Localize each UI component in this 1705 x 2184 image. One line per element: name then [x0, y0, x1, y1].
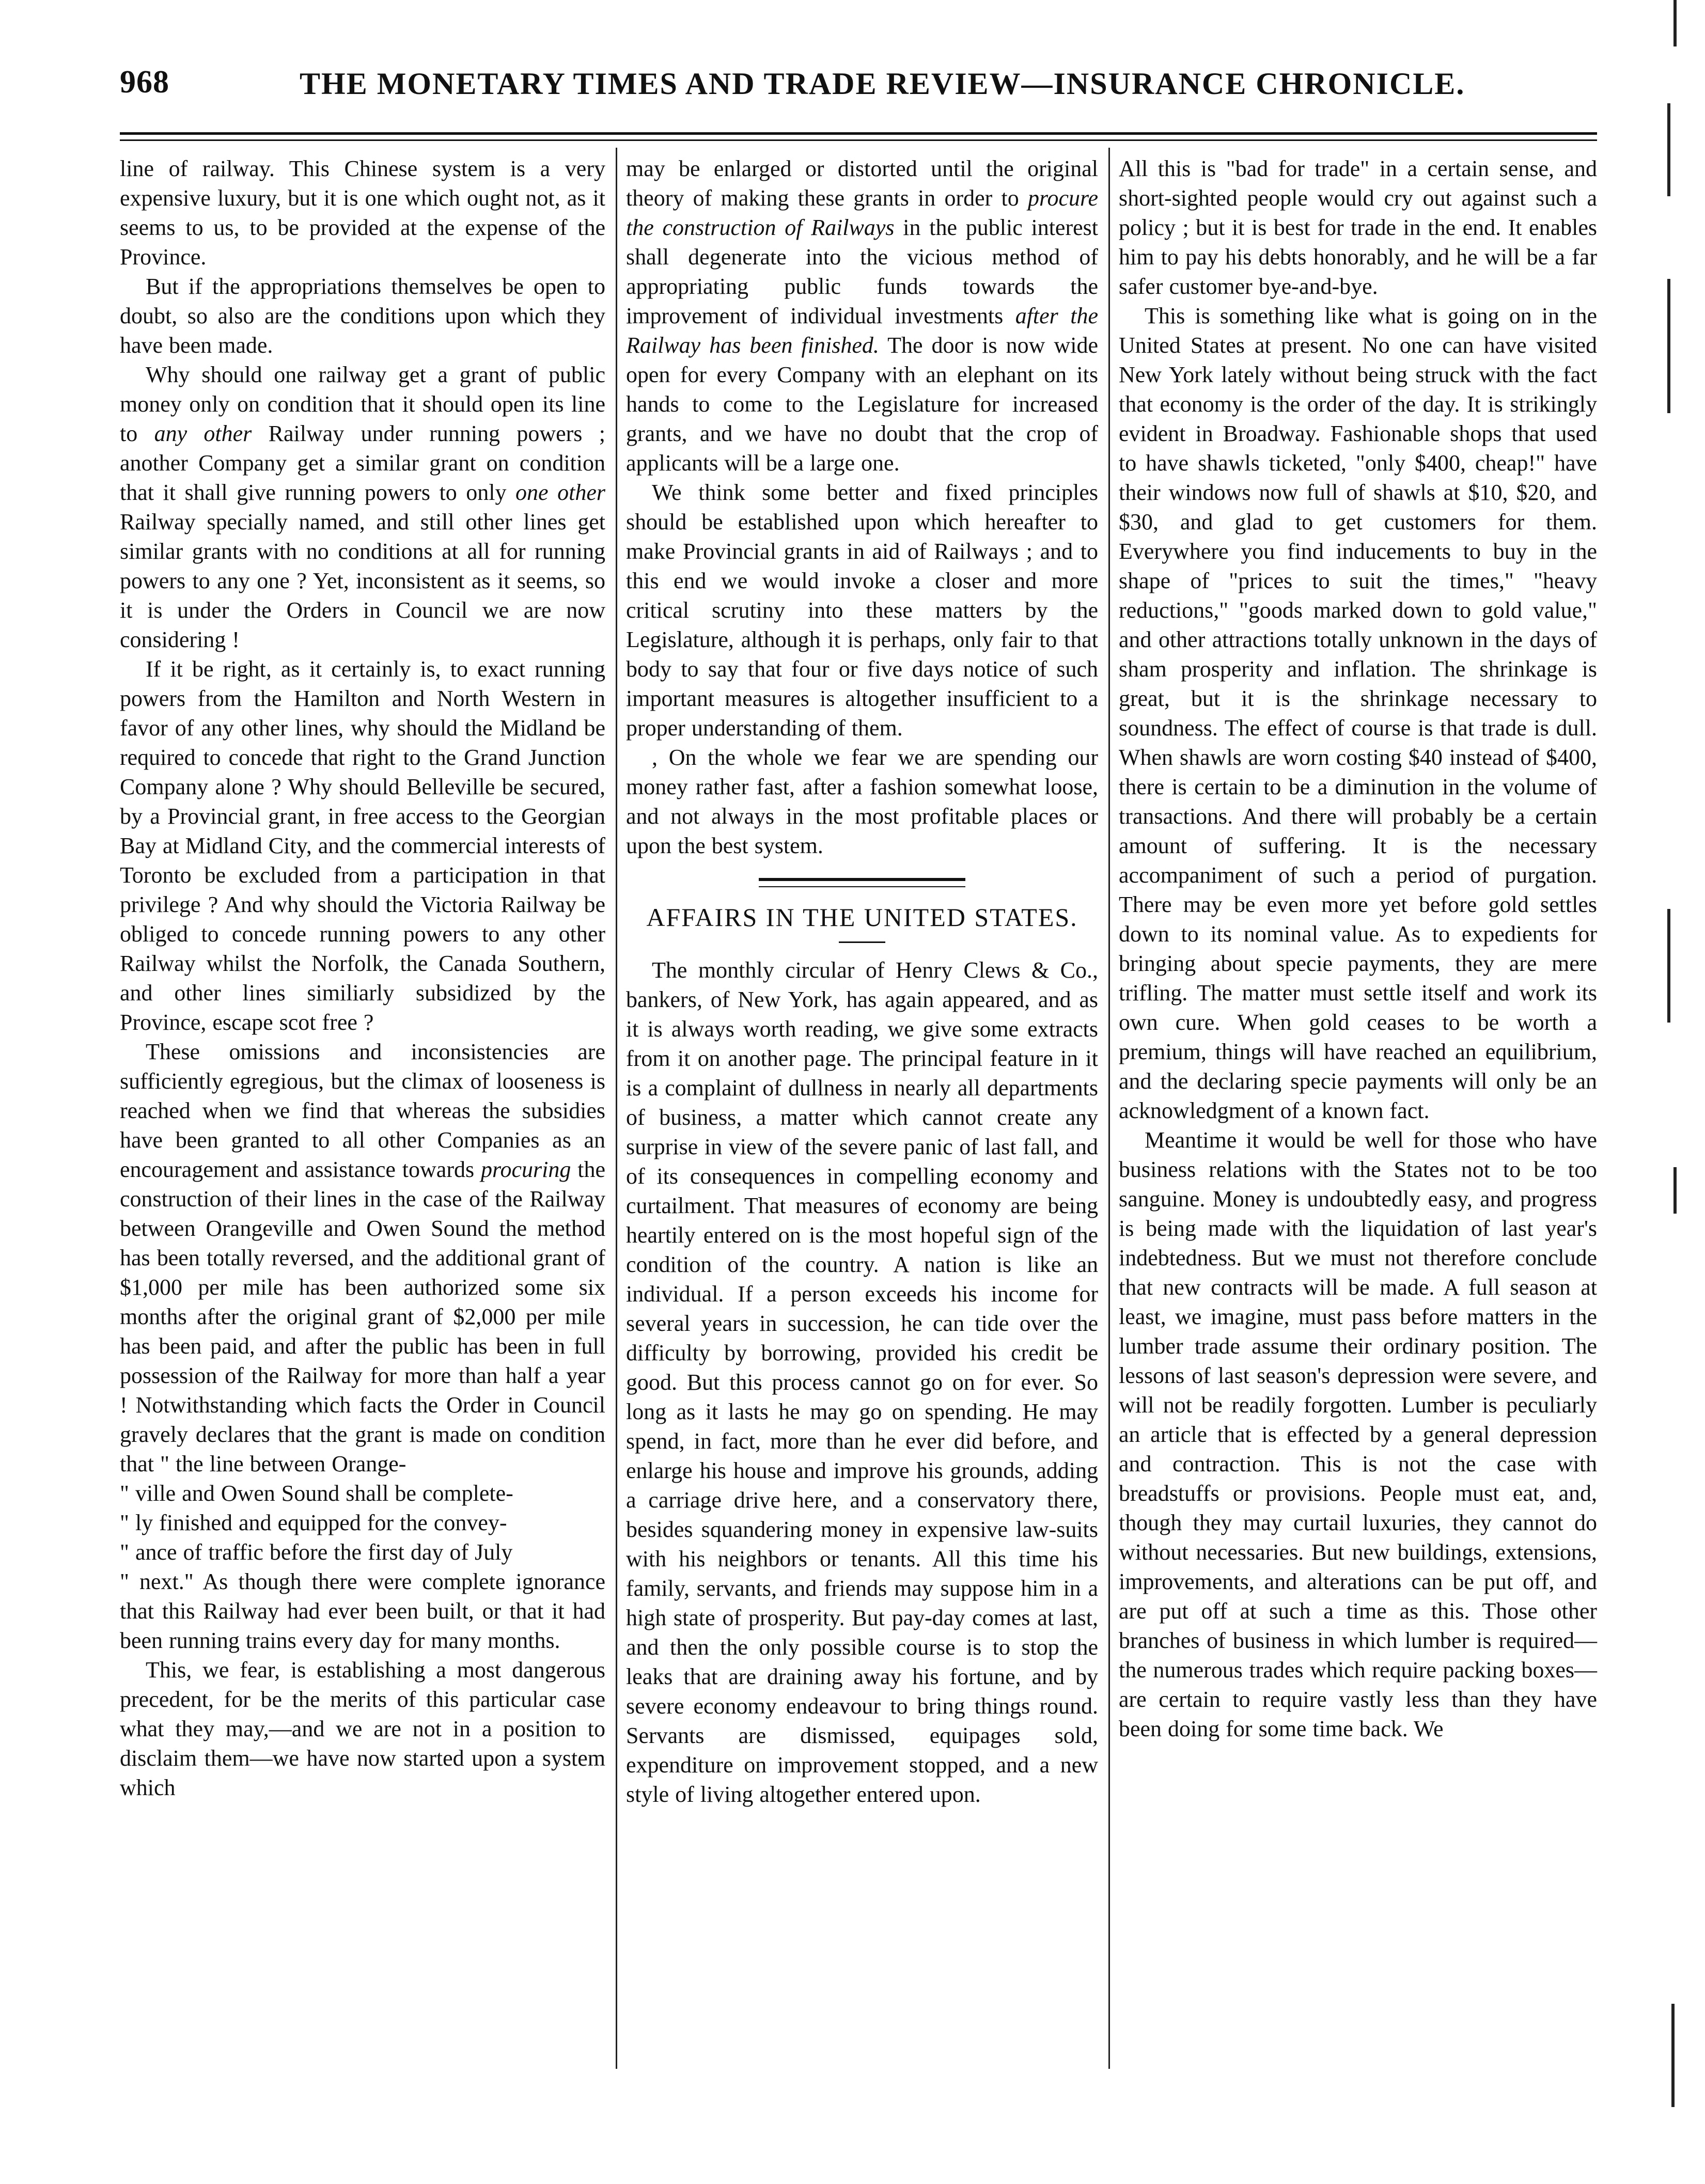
paragraph: This is something like what is going on in the United States at present. No one can have visited New York lately without being struck with the fact that economy is the order of the day. It is strikingly evident in Broadway. Fashionable shops that used to have shawls ticketed, "only $400, cheap!" have their windows now full of shawls at $10, $20, and $30, and glad to get customers for them. Everywhere you find inducements to buy in the shape of "prices to suit the times," "heavy reductions," "goods marked down to gold value," and other attractions totally unknown in the days of sham prosperity and inflation. The shrinkage is great, but it is the shrinkage necessary to soundness. The effect of course is that trade is dull. When shawls are worn costing $40 instead of $400, there is certain to be a diminution in the volume of transactions. And there will probably be a certain amount of suffering. It is the necessary accompaniment of such a period of purgation. There may be even more yet before gold settles down to its nominal value. As to expedients for bringing about specie payments, they are mere trifling. The matter must settle itself and work its own cure. When gold ceases to be worth a premium, things will have reached an equilibrium, and the declaring specie payments will only be an acknowledgment of a known fact.	[1119, 303, 1597, 1123]
paragraph: All this is "bad for trade" in a certain sense, and short-sighted people would cry out against such a policy ; but it is best for trade in the end. It enables him to pay his debts honorably, and he will be a far safer customer bye-and-bye.	[1119, 156, 1597, 299]
heading-rule	[839, 941, 885, 943]
running-head: THE MONETARY TIMES AND TRADE REVIEW—INSURANCE CHRONICLE.	[300, 67, 1465, 101]
page-number: 968	[120, 65, 169, 100]
paragraph: This, we fear, is establishing a most dangerous precedent, for be the merits of this particular case what they may,—and we are not in a position to disclaim them—we have now started upon a system which	[120, 1657, 605, 1800]
paragraph: line of railway. This Chinese system is a very expensive luxury, but it is one which ought not, as it seems to us, to be provided at the expense of the Province.	[120, 156, 605, 270]
scan-edge-mark	[1671, 2004, 1675, 2107]
scan-edge-mark	[1667, 279, 1670, 413]
scan-edge-mark	[1673, 1167, 1677, 1214]
paragraph: The monthly circular of Henry Clews & Co., bankers, of New York, has again appeared, and as it is always worth reading, we give some extracts from it on another page. The principal feature in it is a complaint of dullness in nearly all departments of business, a matter which cannot create any surprise in view of the severe panic of last fall, and of its consequences in compelling economy and curtailment. That measures of economy are being heartily entered on is the most hopeful sign of the condition of the country. A nation is like an individual. If a person exceeds his income for several years in succession, he can tide over the difficulty by borrowing, provided his credit be good. But this process cannot go on for ever. So long as it lasts he may go on spending. He may spend, in fact, more than he ever did before, and enlarge his house and improve his grounds, adding a carriage drive here, and a conservatory there, besides squandering money in expensive law-suits with his neighbors or tenants. All this time his family, servants, and friends may suppose him in a high state of prosperity. But pay-day comes at last, and then the only possible course is to stop the leaks that are draining away his fortune, and by severe economy endeavour to bring things round. Servants are dismissed, equipages sold, expenditure on improvement stopped, and a new style of living altogether entered upon.	[626, 957, 1098, 1807]
paragraph: But if the appropriations themselves be open to doubt, so also are the conditions upon which they have been made.	[120, 274, 605, 358]
section-heading: AFFAIRS IN THE UNITED STATES.	[646, 903, 1078, 932]
column-3	[1119, 154, 1597, 1743]
paragraph: We think some better and fixed principles should be established upon which hereafter to make Provincial grants in aid of Railways ; and to this end we would invoke a closer and more critical scrutiny into these matters by the Legislature, although it is perhaps, only fair to that body to say that four or five days notice of such important measures is altogether insufficient to a proper understanding of them.	[626, 480, 1098, 741]
quoted-line: " ville and Owen Sound shall be complete-	[120, 1481, 513, 1506]
column-2	[626, 154, 1098, 1809]
column-1	[120, 154, 605, 1802]
scan-edge-mark	[1667, 103, 1670, 196]
column-divider-2	[1108, 148, 1110, 2069]
column-divider-1	[616, 148, 617, 2069]
scan-edge-mark	[1667, 909, 1670, 1023]
paragraph: , On the whole we fear we are spending our money rather fast, after a fashion somewhat loose, and not always in the most profitable places or upon the best system.	[626, 745, 1098, 858]
quoted-line: " next." As though there were complete ignorance that this Railway had ever been built, or that it had been running trains every day for many months.	[120, 1569, 605, 1653]
section-ornament	[759, 878, 965, 887]
header-rule-thick	[120, 132, 1597, 135]
paragraph: Meantime it would be well for those who have business relations with the States not to be too sanguine. Money is undoubtedly easy, and progress is being made with the liquidation of last year's indebtedness. But we must not therefore conclude that new contracts will be made. A full season at least, we imagine, must pass before matters in the lumber trade assume their ordinary position. The lessons of last season's depression were severe, and will not be readily forgotten. Lumber is peculiarly an article that is effected by a general depression and contraction. This is not the case with breadstuffs or provisions. People must eat, and, though they may curtail luxuries, they cannot do without necessaries. But new buildings, extensions, improvements, and alterations can be put off, and are put off at such a time as this. Those other branches of business in which lumber is required—the numerous trades which require packing boxes—are certain to require vastly less than they have been doing for some time back. We	[1119, 1127, 1597, 1741]
paragraph: If it be right, as it certainly is, to exact running powers from the Hamilton and North Western in favor of any other lines, why should the Midland be required to concede that right to the Grand Junction Company alone ? Why should Belleville be secured, by a Provincial grant, in free access to the Georgian Bay at Midland City, and the commercial interests of Toronto be excluded from a participation in that privilege ? And why should the Victoria Railway be obliged to concede running powers to any other Railway whilst the Norfolk, the Canada Southern, and other lines similiarly subsidized by the Province, escape scot free ?	[120, 656, 605, 1035]
header-rule-thin	[120, 139, 1597, 141]
paragraph: Why should one railway get a grant of public money only on condition that it should open its line to any other Railway under running powers ; another Company get a similar grant on condition that it shall give running powers to only one other Railway specially named, and still other lines get similar grants with no conditions at all for running powers to any one ? Yet, inconsistent as it seems, so it is under the Orders in Council we are now considering !	[120, 362, 605, 652]
paragraph: may be enlarged or distorted until the original theory of making these grants in order to procure the construction of Railways in the public interest shall degenerate into the vicious method of appropriating public funds towards the improvement of individual investments after the Railway has been finished. The door is now wide open for every Company with an elephant on its hands to come to the Legislature for increased grants, and we have no doubt that the crop of applicants will be a large one.	[626, 156, 1098, 476]
quoted-line: " ance of traffic before the first day of July	[120, 1539, 513, 1565]
paragraph: These omissions and inconsistencies are sufficiently egregious, but the climax of looseness is reached when we find that whereas the subsidies have been granted to all other Companies as an encouragement and assistance towards procuring the construction of their lines in the case of the Railway between Orangeville and Owen Sound the method has been totally reversed, and the additional grant of $1,000 per mile has been authorized some six months after the original grant of $2,000 per mile has been paid, and after the public has been in full possession of the Railway for more than half a year ! Notwithstanding which facts the Order in Council gravely declares that the grant is made on condition that " the line between Orange-	[120, 1039, 605, 1476]
scan-edge-mark	[1673, 0, 1677, 46]
quoted-line: " ly finished and equipped for the convey-	[120, 1510, 507, 1535]
